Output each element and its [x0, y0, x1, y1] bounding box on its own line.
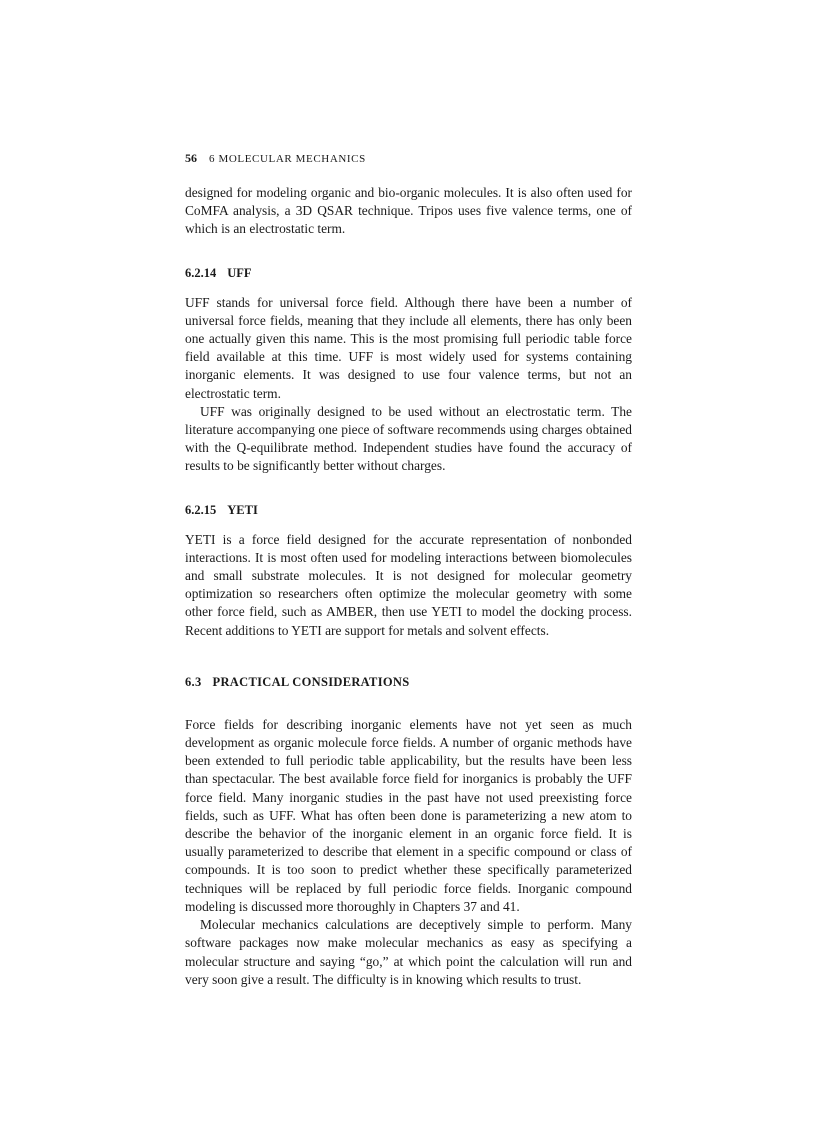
- practical-paragraph-2: Molecular mechanics calculations are deceptively simple to perform. Many software packages now make molecular mechanics as easy as specifying a molecular structure and saying “go,” at which point the calculation will run and very soon give a result. The difficulty is in knowing which results to trust.: [185, 917, 632, 987]
- section-title: UFF: [227, 265, 252, 280]
- uff-paragraph-2: UFF was originally designed to be used without an electrostatic term. The literature accompanying one piece of software recommends using charges obtained with the Q-equilibrate method. Independent studies have found the accuracy of results to be significantly better without charges.: [185, 403, 632, 474]
- chapter-title: 6 MOLECULAR MECHANICS: [209, 153, 366, 165]
- section-number: 6.2.14: [185, 265, 217, 280]
- yeti-paragraph-1: YETI is a force field designed for the accurate representation of nonbonded interactions. It is most often used for modeling interactions between biomolecules and small substrate molecules. It is not designed for molecular geometry optimization so researchers often optimize the molecular geometry with some other force field, such as AMBER, then use YETI to model the docking process. Recent additions to YETI are support for metals and solvent effects.: [185, 531, 632, 638]
- section-heading-uff: [185, 265, 632, 281]
- practical-paragraph-1: Force fields for describing inorganic elements have not yet seen as much development as organic molecule force fields. A number of organic methods have been extended to full periodic table applicability, but the results have been less than spectacular. The best available force field for inorganics is probably the UFF force field. Many inorganic studies in the past have not used preexisting force fields, such as UFF. What has often been done is parameterizing a new atom to describe the behavior of the inorganic element in an organic force field. It is usually parameterized to describe that element in a specific compound or class of compounds. It is too soon to predict whether these specifically parameterized techniques will be replaced by full periodic force fields. Inorganic compound modeling is discussed more thoroughly in Chapters 37 and 41.: [185, 716, 632, 914]
- page-number: 56: [185, 151, 197, 165]
- intro-paragraph: designed for modeling organic and bio-organic molecules. It is also often used for CoMFA analysis, a 3D QSAR technique. Tripos uses five valence terms, one of which is an electrostatic term.: [185, 185, 632, 237]
- uff-paragraph-1: UFF stands for universal force field. Although there have been a number of universal force fields, meaning that they include all elements, there has only been one actually given this name. This is the most promising full periodic table force field available at this time. UFF is most widely used for systems containing inorganic elements. It was designed to use four valence terms, but not an electrostatic term.: [185, 294, 632, 401]
- section-title: YETI: [227, 502, 258, 517]
- section-heading-yeti: [185, 502, 632, 518]
- section-heading-practical: [185, 674, 632, 690]
- section-number: 6.3: [185, 674, 202, 689]
- running-head: [185, 150, 632, 166]
- section-number: 6.2.15: [185, 502, 217, 517]
- section-title: PRACTICAL CONSIDERATIONS: [212, 674, 410, 689]
- book-page: [185, 150, 632, 989]
